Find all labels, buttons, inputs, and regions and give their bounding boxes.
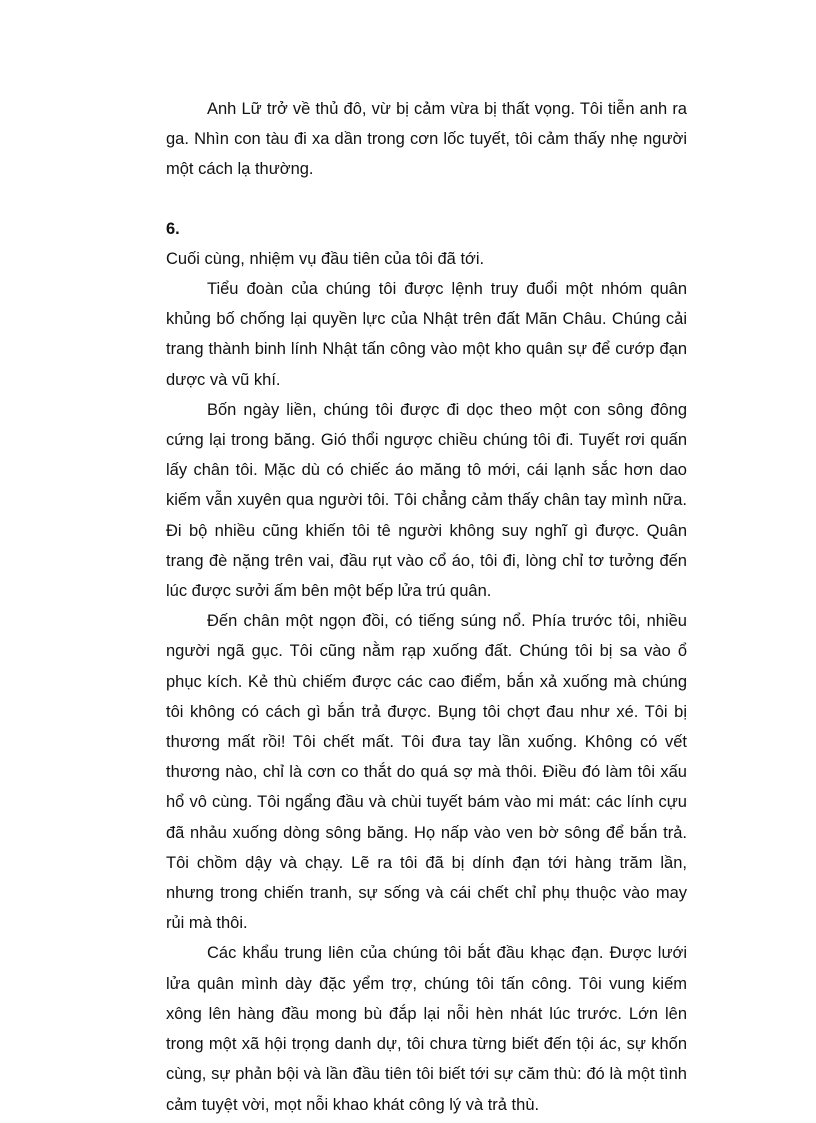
paragraph-intro: Anh Lữ trở về thủ đô, vừ bị cảm vừa bị thất vọng. Tôi tiễn anh ra ga. Nhìn con tàu đi xa dần trong cơn lốc tuyết, tôi cảm thấy nhẹ người một cách lạ thường. <box>166 100 687 179</box>
paragraph-1: Tiểu đoàn của chúng tôi được lệnh truy đuổi một nhóm quân khủng bố chống lại quyền lực của Nhật trên đất Mãn Châu. Chúng cải trang thành binh lính Nhật tấn công vào một kho quân sự để cướp đạn dược và vũ khí. <box>166 280 687 389</box>
paragraph-4: Các khẩu trung liên của chúng tôi bắt đầu khạc đạn. Được lưới lửa quân mình dày đặc yểm trợ, chúng tôi tấn công. Tôi vung kiếm xông lên hàng đầu mong bù đắp lại nỗi hèn nhát lúc trước. Lớn lên trong một xã hội trọng danh dự, tôi chưa từng biết đến tội ác, sự khốn cùng, sự phản bội và lần đầu tiên tôi biết tới sự căm thù: đó là một tình cảm tuyệt vời, mọt nỗi khao khát công lý và trả thù. <box>166 944 687 1114</box>
paragraph-2: Bốn ngày liền, chúng tôi được đi dọc theo một con sông đông cứng lại trong băng. Gió thổi ngược chiều chúng tôi đi. Tuyết rơi quấn lấy chân tôi. Mặc dù có chiếc áo măng tô mới, cái lạnh sắc hơn dao kiếm vẫn xuyên qua người tôi. Tôi chẳng cảm thấy chân tay mình nữa. Đi bộ nhiều cũng khiến tôi tê người không suy nghĩ gì được. Quân trang đè nặng trên vai, đầu rụt vào cổ áo, tôi đi, lòng chỉ tơ tưởng đến lúc được sưởi ấm bên một bếp lửa trú quân. <box>166 400 687 601</box>
paragraph-3: Đến chân một ngọn đồi, có tiếng súng nổ. Phía trước tôi, nhiều người ngã gục. Tôi cũng nằm rạp xuống đất. Chúng tôi bị sa vào ổ phục kích. Kẻ thù chiếm được các cao điểm, bắn xả xuống mà chúng tôi không có cách gì bắn trả được. Bụng tôi chợt đau như xé. Tôi bị thương mất rồi! Tôi chết mất. Tôi đưa tay lần xuống. Không có vết thương nào, chỉ là cơn co thắt do quá sợ mà thôi. Điều đó làm tôi xấu hổ vô cùng. Tôi ngẩng đầu và chùi tuyết bám vào mi mát: các lính cựu đã nhảu xuống dòng sông băng. Họ nấp vào ven bờ sông để bắn trả. Tôi chồm dậy và chạy. Lẽ ra tôi đã bị dính đạn tới hàng trăm lần, nhưng trong chiến tranh, sự sống và cái chết chỉ phụ thuộc vào may rủi mà thôi. <box>166 612 687 933</box>
body-text <box>166 94 687 1120</box>
section-heading: 6. <box>166 219 180 238</box>
paragraph-first-line: Cuối cùng, nhiệm vụ đầu tiên của tôi đã tới. <box>166 249 485 268</box>
